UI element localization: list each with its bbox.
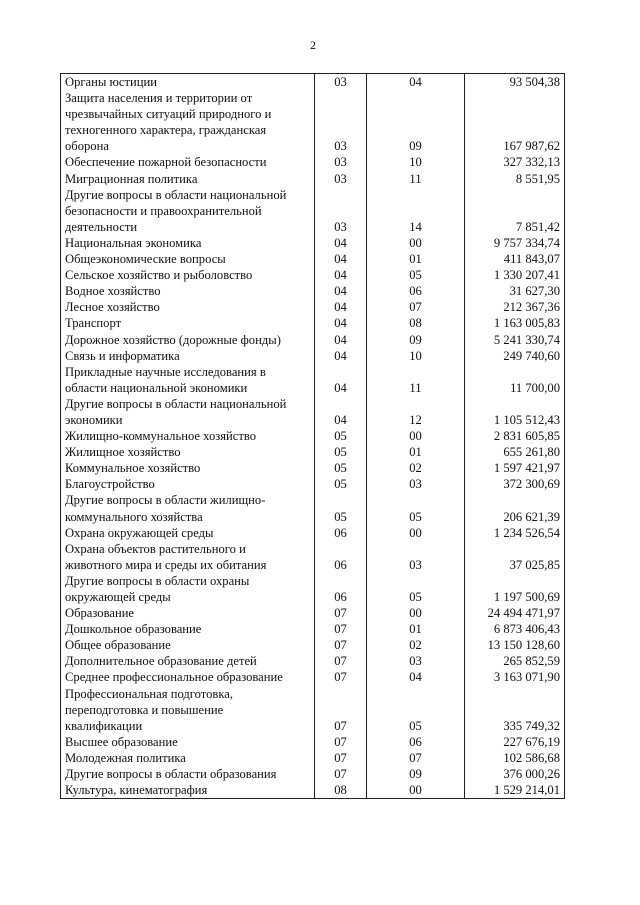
row-subsection-code-cell: 09 xyxy=(367,332,465,348)
row-subsection-code-cell: 01 xyxy=(367,444,465,460)
row-subsection-code-cell: 09 xyxy=(367,766,465,782)
row-section-code-cell: 06 xyxy=(315,541,367,573)
row-section-code-cell: 07 xyxy=(315,734,367,750)
row-subsection-code-cell: 03 xyxy=(367,653,465,669)
row-name-cell: Другие вопросы в области жилищно- коммунального хозяйства xyxy=(61,492,315,524)
table-row xyxy=(61,525,565,541)
row-name-cell: Дошкольное образование xyxy=(61,621,315,637)
row-amount-cell: 2 831 605,85 xyxy=(465,428,565,444)
row-subsection-code-cell: 06 xyxy=(367,734,465,750)
table-row xyxy=(61,251,565,267)
row-name-cell: Среднее профессиональное образование xyxy=(61,669,315,685)
row-subsection-code-cell: 14 xyxy=(367,187,465,235)
page-number: 2 xyxy=(310,38,316,52)
budget-table xyxy=(60,73,565,799)
row-name-cell: Транспорт xyxy=(61,315,315,331)
row-name-cell: Высшее образование xyxy=(61,734,315,750)
row-amount-cell: 1 197 500,69 xyxy=(465,573,565,605)
table-row xyxy=(61,364,565,396)
row-subsection-code-cell: 07 xyxy=(367,299,465,315)
row-section-code-cell: 05 xyxy=(315,460,367,476)
row-name-cell: Охрана объектов растительного и животного мира и среды их обитания xyxy=(61,541,315,573)
row-amount-cell: 13 150 128,60 xyxy=(465,637,565,653)
row-section-code-cell: 08 xyxy=(315,782,367,799)
row-section-code-cell: 03 xyxy=(315,171,367,187)
row-section-code-cell: 07 xyxy=(315,605,367,621)
row-amount-cell: 206 621,39 xyxy=(465,492,565,524)
row-amount-cell: 93 504,38 xyxy=(465,74,565,91)
row-name-cell: Лесное хозяйство xyxy=(61,299,315,315)
row-section-code-cell: 04 xyxy=(315,364,367,396)
row-amount-cell: 1 330 207,41 xyxy=(465,267,565,283)
table-row xyxy=(61,541,565,573)
row-subsection-code-cell: 00 xyxy=(367,605,465,621)
row-section-code-cell: 07 xyxy=(315,750,367,766)
row-amount-cell: 212 367,36 xyxy=(465,299,565,315)
row-amount-cell: 372 300,69 xyxy=(465,476,565,492)
table-row xyxy=(61,396,565,428)
table-row xyxy=(61,766,565,782)
table-row xyxy=(61,734,565,750)
row-amount-cell: 411 843,07 xyxy=(465,251,565,267)
row-name-cell: Органы юстиции xyxy=(61,74,315,91)
row-section-code-cell: 05 xyxy=(315,444,367,460)
row-subsection-code-cell: 05 xyxy=(367,492,465,524)
row-amount-cell: 167 987,62 xyxy=(465,90,565,154)
row-subsection-code-cell: 02 xyxy=(367,637,465,653)
row-section-code-cell: 03 xyxy=(315,154,367,170)
budget-table-body xyxy=(61,74,565,799)
row-name-cell: Охрана окружающей среды xyxy=(61,525,315,541)
table-row xyxy=(61,74,565,91)
row-subsection-code-cell: 09 xyxy=(367,90,465,154)
row-subsection-code-cell: 00 xyxy=(367,235,465,251)
table-row xyxy=(61,573,565,605)
row-section-code-cell: 07 xyxy=(315,669,367,685)
row-subsection-code-cell: 10 xyxy=(367,154,465,170)
row-subsection-code-cell: 05 xyxy=(367,573,465,605)
row-name-cell: Другие вопросы в области охраны окружающей среды xyxy=(61,573,315,605)
table-row xyxy=(61,171,565,187)
row-subsection-code-cell: 01 xyxy=(367,621,465,637)
row-section-code-cell: 07 xyxy=(315,621,367,637)
row-subsection-code-cell: 08 xyxy=(367,315,465,331)
row-section-code-cell: 07 xyxy=(315,637,367,653)
table-row xyxy=(61,476,565,492)
row-name-cell: Национальная экономика xyxy=(61,235,315,251)
row-subsection-code-cell: 01 xyxy=(367,251,465,267)
row-amount-cell: 11 700,00 xyxy=(465,364,565,396)
table-row xyxy=(61,669,565,685)
row-subsection-code-cell: 10 xyxy=(367,348,465,364)
row-section-code-cell: 07 xyxy=(315,686,367,734)
row-name-cell: Общее образование xyxy=(61,637,315,653)
row-name-cell: Образование xyxy=(61,605,315,621)
row-section-code-cell: 04 xyxy=(315,251,367,267)
row-subsection-code-cell: 12 xyxy=(367,396,465,428)
row-name-cell: Жилищное хозяйство xyxy=(61,444,315,460)
row-amount-cell: 37 025,85 xyxy=(465,541,565,573)
row-amount-cell: 376 000,26 xyxy=(465,766,565,782)
row-section-code-cell: 03 xyxy=(315,74,367,91)
row-section-code-cell: 07 xyxy=(315,766,367,782)
row-amount-cell: 1 163 005,83 xyxy=(465,315,565,331)
table-row xyxy=(61,750,565,766)
row-name-cell: Защита населения и территории от чрезвычайных ситуаций природного и техногенного характера, гражданская оборона xyxy=(61,90,315,154)
row-amount-cell: 3 163 071,90 xyxy=(465,669,565,685)
row-name-cell: Дорожное хозяйство (дорожные фонды) xyxy=(61,332,315,348)
table-row xyxy=(61,283,565,299)
row-name-cell: Другие вопросы в области национальной безопасности и правоохранительной деятельности xyxy=(61,187,315,235)
row-subsection-code-cell: 00 xyxy=(367,428,465,444)
table-row xyxy=(61,299,565,315)
table-row xyxy=(61,782,565,799)
row-name-cell: Благоустройство xyxy=(61,476,315,492)
row-amount-cell: 327 332,13 xyxy=(465,154,565,170)
row-subsection-code-cell: 11 xyxy=(367,364,465,396)
row-subsection-code-cell: 11 xyxy=(367,171,465,187)
row-amount-cell: 9 757 334,74 xyxy=(465,235,565,251)
row-name-cell: Молодежная политика xyxy=(61,750,315,766)
row-subsection-code-cell: 03 xyxy=(367,541,465,573)
row-subsection-code-cell: 06 xyxy=(367,283,465,299)
row-amount-cell: 1 529 214,01 xyxy=(465,782,565,799)
table-row xyxy=(61,492,565,524)
row-name-cell: Обеспечение пожарной безопасности xyxy=(61,154,315,170)
row-section-code-cell: 07 xyxy=(315,653,367,669)
table-row xyxy=(61,187,565,235)
table-row xyxy=(61,444,565,460)
row-name-cell: Другие вопросы в области образования xyxy=(61,766,315,782)
row-amount-cell: 335 749,32 xyxy=(465,686,565,734)
row-amount-cell: 227 676,19 xyxy=(465,734,565,750)
row-section-code-cell: 03 xyxy=(315,90,367,154)
table-row xyxy=(61,348,565,364)
row-section-code-cell: 04 xyxy=(315,235,367,251)
row-amount-cell: 249 740,60 xyxy=(465,348,565,364)
row-name-cell: Профессиональная подготовка, переподготовка и повышение квалификации xyxy=(61,686,315,734)
row-name-cell: Общеэкономические вопросы xyxy=(61,251,315,267)
row-name-cell: Другие вопросы в области национальной экономики xyxy=(61,396,315,428)
row-subsection-code-cell: 07 xyxy=(367,750,465,766)
row-amount-cell: 265 852,59 xyxy=(465,653,565,669)
row-section-code-cell: 04 xyxy=(315,267,367,283)
row-amount-cell: 102 586,68 xyxy=(465,750,565,766)
table-row xyxy=(61,315,565,331)
row-section-code-cell: 06 xyxy=(315,525,367,541)
row-amount-cell: 31 627,30 xyxy=(465,283,565,299)
row-subsection-code-cell: 02 xyxy=(367,460,465,476)
row-name-cell: Связь и информатика xyxy=(61,348,315,364)
row-amount-cell: 1 234 526,54 xyxy=(465,525,565,541)
table-row xyxy=(61,460,565,476)
row-subsection-code-cell: 04 xyxy=(367,74,465,91)
row-section-code-cell: 05 xyxy=(315,476,367,492)
row-subsection-code-cell: 05 xyxy=(367,267,465,283)
row-section-code-cell: 04 xyxy=(315,332,367,348)
row-subsection-code-cell: 04 xyxy=(367,669,465,685)
row-name-cell: Дополнительное образование детей xyxy=(61,653,315,669)
row-section-code-cell: 05 xyxy=(315,428,367,444)
row-section-code-cell: 04 xyxy=(315,283,367,299)
row-name-cell: Культура, кинематография xyxy=(61,782,315,799)
table-row xyxy=(61,686,565,734)
row-name-cell: Сельское хозяйство и рыболовство xyxy=(61,267,315,283)
table-row xyxy=(61,235,565,251)
row-section-code-cell: 05 xyxy=(315,492,367,524)
row-amount-cell: 5 241 330,74 xyxy=(465,332,565,348)
row-section-code-cell: 06 xyxy=(315,573,367,605)
row-subsection-code-cell: 03 xyxy=(367,476,465,492)
row-subsection-code-cell: 05 xyxy=(367,686,465,734)
table-row xyxy=(61,653,565,669)
row-amount-cell: 6 873 406,43 xyxy=(465,621,565,637)
table-row xyxy=(61,90,565,154)
row-amount-cell: 7 851,42 xyxy=(465,187,565,235)
table-row xyxy=(61,267,565,283)
table-row xyxy=(61,332,565,348)
row-section-code-cell: 04 xyxy=(315,315,367,331)
row-amount-cell: 1 597 421,97 xyxy=(465,460,565,476)
row-name-cell: Водное хозяйство xyxy=(61,283,315,299)
row-subsection-code-cell: 00 xyxy=(367,782,465,799)
row-amount-cell: 655 261,80 xyxy=(465,444,565,460)
row-name-cell: Миграционная политика xyxy=(61,171,315,187)
table-row xyxy=(61,605,565,621)
row-subsection-code-cell: 00 xyxy=(367,525,465,541)
table-row xyxy=(61,637,565,653)
row-section-code-cell: 03 xyxy=(315,187,367,235)
table-row xyxy=(61,621,565,637)
row-name-cell: Жилищно-коммунальное хозяйство xyxy=(61,428,315,444)
row-amount-cell: 1 105 512,43 xyxy=(465,396,565,428)
row-name-cell: Прикладные научные исследования в области национальной экономики xyxy=(61,364,315,396)
row-section-code-cell: 04 xyxy=(315,396,367,428)
row-amount-cell: 24 494 471,97 xyxy=(465,605,565,621)
table-row xyxy=(61,428,565,444)
row-name-cell: Коммунальное хозяйство xyxy=(61,460,315,476)
row-section-code-cell: 04 xyxy=(315,348,367,364)
row-section-code-cell: 04 xyxy=(315,299,367,315)
row-amount-cell: 8 551,95 xyxy=(465,171,565,187)
table-row xyxy=(61,154,565,170)
